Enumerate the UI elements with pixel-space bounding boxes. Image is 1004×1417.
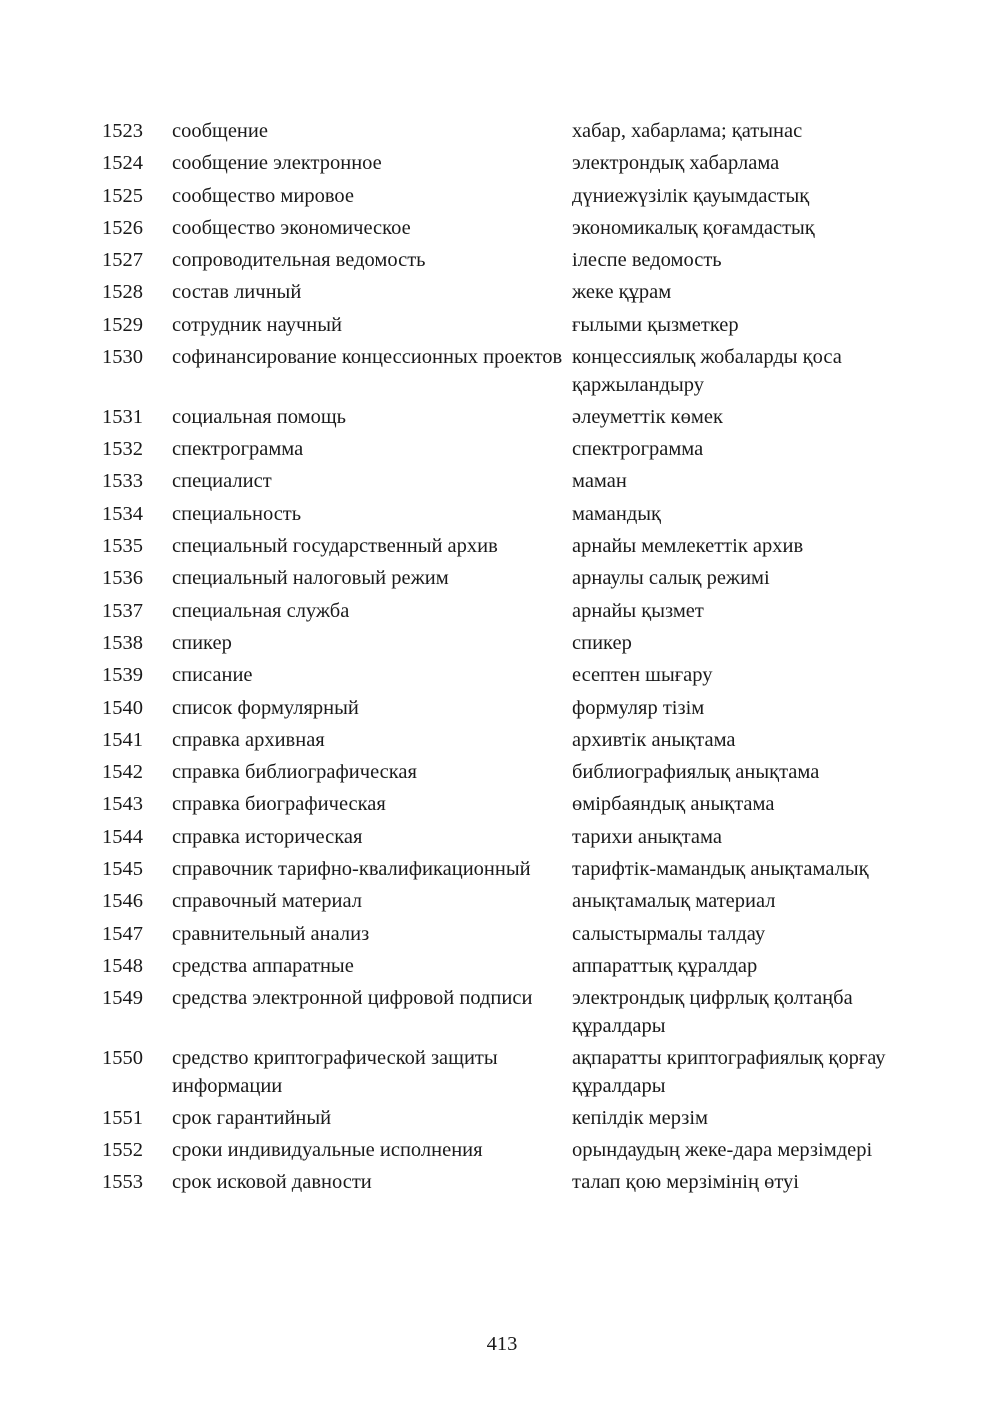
kazakh-term: формуляр тізім bbox=[572, 696, 705, 719]
russian-term: справка библиографическая bbox=[172, 761, 417, 784]
glossary-entry bbox=[102, 183, 922, 215]
entry-number: 1534 bbox=[102, 502, 143, 525]
kazakh-term: ақпаратты криптографиялық қорғау құралдары bbox=[572, 1047, 886, 1097]
kazakh-term: арнайы қызмет bbox=[572, 599, 704, 622]
kazakh-term: спектрограмма bbox=[572, 438, 704, 461]
glossary-entry bbox=[102, 501, 922, 533]
entry-number: 1552 bbox=[102, 1139, 143, 1162]
russian-term: справка биографическая bbox=[172, 793, 386, 816]
russian-term: социальная помощь bbox=[172, 405, 346, 428]
glossary-entry bbox=[102, 312, 922, 344]
russian-term: список формулярный bbox=[172, 696, 359, 719]
entry-number: 1539 bbox=[102, 664, 143, 687]
kazakh-term: ілеспе ведомость bbox=[572, 249, 722, 272]
kazakh-term: ғылыми қызметкер bbox=[572, 313, 739, 336]
russian-term: сообщение электронное bbox=[172, 152, 382, 175]
entry-number: 1551 bbox=[102, 1106, 143, 1129]
entry-number: 1525 bbox=[102, 184, 143, 207]
russian-term: спектрограмма bbox=[172, 438, 304, 461]
russian-term: средства аппаратные bbox=[172, 954, 354, 977]
entry-number: 1545 bbox=[102, 858, 143, 881]
kazakh-term: хабар, хабарлама; қатынас bbox=[572, 120, 803, 142]
entry-number: 1523 bbox=[102, 120, 143, 142]
russian-term: специальная служба bbox=[172, 599, 350, 622]
glossary-list bbox=[102, 118, 922, 1202]
entry-number: 1543 bbox=[102, 793, 143, 816]
entry-number: 1526 bbox=[102, 216, 143, 239]
russian-term: спикер bbox=[172, 631, 232, 654]
russian-term: срок гарантийный bbox=[172, 1106, 332, 1129]
glossary-entry bbox=[102, 150, 922, 182]
glossary-entry bbox=[102, 215, 922, 247]
russian-term: справочник тарифно-квалификационный bbox=[172, 858, 531, 881]
russian-term: софинансирование концессионных проектов bbox=[172, 346, 563, 369]
glossary-entry bbox=[102, 565, 922, 597]
russian-term: сообщество экономическое bbox=[172, 216, 411, 239]
kazakh-term: орындаудың жеке-дара мерзімдері bbox=[572, 1139, 873, 1162]
russian-term: справка архивная bbox=[172, 728, 325, 751]
glossary-entry bbox=[102, 985, 922, 1045]
entry-number: 1541 bbox=[102, 728, 143, 751]
kazakh-term: әлеуметтік көмек bbox=[572, 405, 723, 428]
entry-number: 1550 bbox=[102, 1047, 143, 1070]
russian-term: сообщество мировое bbox=[172, 184, 354, 207]
entry-number: 1540 bbox=[102, 696, 143, 719]
glossary-entry bbox=[102, 856, 922, 888]
glossary-entry bbox=[102, 824, 922, 856]
glossary-entry bbox=[102, 1137, 922, 1169]
entry-number: 1553 bbox=[102, 1171, 143, 1194]
kazakh-term: маман bbox=[572, 470, 627, 493]
kazakh-term: спикер bbox=[572, 631, 632, 654]
russian-term: специальный государственный архив bbox=[172, 535, 498, 558]
glossary-entry bbox=[102, 921, 922, 953]
kazakh-term: кепілдік мерзім bbox=[572, 1106, 708, 1129]
russian-term: справка историческая bbox=[172, 825, 363, 848]
russian-term: сроки индивидуальные исполнения bbox=[172, 1139, 483, 1162]
glossary-entry bbox=[102, 759, 922, 791]
entry-number: 1529 bbox=[102, 313, 143, 336]
entry-number: 1549 bbox=[102, 987, 143, 1010]
kazakh-term: салыстырмалы талдау bbox=[572, 922, 766, 945]
glossary-entry bbox=[102, 279, 922, 311]
entry-number: 1528 bbox=[102, 281, 143, 304]
kazakh-term: анықтамалық материал bbox=[572, 890, 776, 913]
kazakh-term: библиографиялық анықтама bbox=[572, 761, 820, 784]
glossary-entry bbox=[102, 1045, 922, 1105]
kazakh-term: жеке құрам bbox=[572, 281, 672, 304]
glossary-entry bbox=[102, 598, 922, 630]
russian-term: сравнительный анализ bbox=[172, 922, 370, 945]
russian-term: списание bbox=[172, 664, 253, 687]
entry-number: 1537 bbox=[102, 599, 143, 622]
glossary-entry bbox=[102, 630, 922, 662]
russian-term: специалист bbox=[172, 470, 272, 493]
glossary-entry bbox=[102, 953, 922, 985]
page-number: 413 bbox=[486, 1333, 518, 1355]
glossary-entry bbox=[102, 468, 922, 500]
entry-number: 1548 bbox=[102, 954, 143, 977]
russian-term: специальный налоговый режим bbox=[172, 567, 449, 590]
entry-number: 1533 bbox=[102, 470, 143, 493]
kazakh-term: талап қою мерзімінің өтуі bbox=[572, 1171, 799, 1194]
russian-term: средства электронной цифровой подписи bbox=[172, 987, 533, 1010]
kazakh-term: өмірбаяндық анықтама bbox=[572, 793, 775, 816]
russian-term: сопроводительная ведомость bbox=[172, 249, 426, 272]
glossary-entry bbox=[102, 1105, 922, 1137]
kazakh-term: электрондық хабарлама bbox=[572, 152, 780, 175]
entry-number: 1544 bbox=[102, 825, 143, 848]
kazakh-term: аппараттық құралдар bbox=[572, 954, 758, 977]
russian-term: справочный материал bbox=[172, 890, 363, 913]
kazakh-term: арнаулы салық режимі bbox=[572, 567, 770, 590]
kazakh-term: дүниежүзілік қауымдастық bbox=[572, 184, 810, 207]
glossary-entry bbox=[102, 727, 922, 759]
russian-term: состав личный bbox=[172, 281, 302, 304]
glossary-entry bbox=[102, 888, 922, 920]
entry-number: 1524 bbox=[102, 152, 143, 175]
russian-term: сообщение bbox=[172, 120, 268, 142]
kazakh-term: тарифтік-мамандық анықтамалық bbox=[572, 858, 869, 881]
entry-number: 1535 bbox=[102, 535, 143, 558]
kazakh-term: есептен шығару bbox=[572, 664, 713, 687]
kazakh-term: электрондық цифрлық қолтаңба құралдары bbox=[572, 987, 853, 1037]
kazakh-term: тарихи анықтама bbox=[572, 825, 722, 848]
entry-number: 1531 bbox=[102, 405, 143, 428]
russian-term: средство криптографической защиты информации bbox=[172, 1047, 498, 1097]
glossary-entry bbox=[102, 533, 922, 565]
glossary-entry bbox=[102, 247, 922, 279]
russian-term: срок исковой давности bbox=[172, 1171, 372, 1194]
glossary-entry bbox=[102, 344, 922, 404]
entry-number: 1527 bbox=[102, 249, 143, 272]
russian-term: сотрудник научный bbox=[172, 313, 342, 336]
kazakh-term: экономикалық қоғамдастық bbox=[572, 216, 815, 239]
glossary-entry bbox=[102, 118, 922, 150]
glossary-entry bbox=[102, 436, 922, 468]
glossary-entry bbox=[102, 1169, 922, 1201]
glossary-entry bbox=[102, 404, 922, 436]
kazakh-term: концессиялық жобаларды қоса қаржыландыру bbox=[572, 346, 842, 396]
glossary-entry bbox=[102, 695, 922, 727]
glossary-entry bbox=[102, 791, 922, 823]
entry-number: 1536 bbox=[102, 567, 143, 590]
kazakh-term: мамандық bbox=[572, 502, 661, 525]
glossary-entry bbox=[102, 662, 922, 694]
entry-number: 1530 bbox=[102, 346, 143, 369]
entry-number: 1547 bbox=[102, 922, 143, 945]
kazakh-term: архивтік анықтама bbox=[572, 728, 736, 751]
kazakh-term: арнайы мемлекеттік архив bbox=[572, 535, 804, 558]
entry-number: 1532 bbox=[102, 438, 143, 461]
entry-number: 1538 bbox=[102, 631, 143, 654]
russian-term: специальность bbox=[172, 502, 302, 525]
entry-number: 1542 bbox=[102, 761, 143, 784]
entry-number: 1546 bbox=[102, 890, 143, 913]
